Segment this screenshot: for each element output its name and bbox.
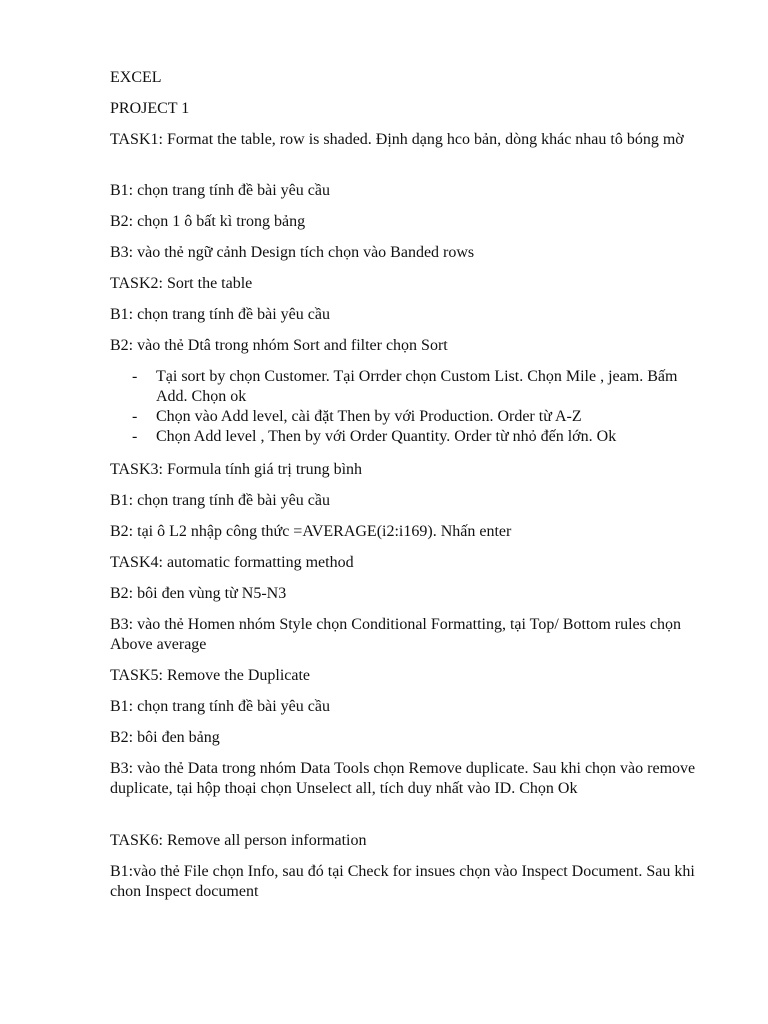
doc-title-excel: EXCEL	[110, 69, 162, 86]
bullet-text: Tại sort by chọn Customer. Tại Orrder chọn Custom List. Chọn Mile , jeam. Bấm Add. Chọn ok	[156, 368, 678, 405]
bullet-dash: -	[132, 428, 138, 445]
task6-step1: B1:vào thẻ File chọn Info, sau đó tại Check for insues chọn vào Inspect Document. Sau khi chon Inspect document	[110, 863, 695, 900]
task2-step2: B2: vào thẻ Dtâ trong nhóm Sort and filter chọn Sort	[110, 337, 448, 354]
task5-heading: TASK5: Remove the Duplicate	[110, 667, 311, 684]
task4-step3: B3: vào thẻ Homen nhóm Style chọn Conditional Formatting, tại Top/ Bottom rules chọn Above average	[110, 616, 681, 653]
task4-step2: B2: bôi đen vùng từ N5-N3	[110, 585, 287, 602]
task2-bullet-list	[110, 367, 710, 447]
bullet-dash: -	[132, 408, 138, 425]
task2-heading: TASK2: Sort the table	[110, 275, 253, 292]
list-item	[110, 407, 710, 427]
task5-step1: B1: chọn trang tính đề bài yêu cầu	[110, 698, 330, 715]
bullet-text: Chọn Add level , Then by với Order Quantity. Order từ nhỏ đến lớn. Ok	[156, 428, 617, 445]
list-item	[110, 427, 710, 447]
task6-heading: TASK6: Remove all person information	[110, 832, 367, 849]
task4-heading: TASK4: automatic formatting method	[110, 554, 354, 571]
bullet-dash: -	[132, 368, 138, 385]
task1-step2: B2: chọn 1 ô bất kì trong bảng	[110, 213, 306, 230]
list-item	[110, 367, 710, 407]
task5-step2: B2: bôi đen bảng	[110, 729, 220, 746]
doc-subtitle-project: PROJECT 1	[110, 100, 190, 117]
task1-step3: B3: vào thẻ ngữ cảnh Design tích chọn vào Banded rows	[110, 244, 475, 261]
task3-heading: TASK3: Formula tính giá trị trung bình	[110, 461, 363, 478]
task1-step1: B1: chọn trang tính đề bài yêu cầu	[110, 182, 330, 199]
task3-step1: B1: chọn trang tính đề bài yêu cầu	[110, 492, 330, 509]
bullet-text: Chọn vào Add level, cài đặt Then by với Production. Order từ A-Z	[156, 408, 582, 425]
task1-heading: TASK1: Format the table, row is shaded. Định dạng hco bản, dòng khác nhau tô bóng mờ	[110, 131, 684, 148]
task3-step2: B2: tại ô L2 nhập công thức =AVERAGE(i2:i169). Nhấn enter	[110, 523, 512, 540]
task5-step3: B3: vào thẻ Data trong nhóm Data Tools chọn Remove duplicate. Sau khi chọn vào remove duplicate, tại hộp thoại chọn Unselect all, tích duy nhất vào ID. Chọn Ok	[110, 760, 696, 797]
task2-step1: B1: chọn trang tính đề bài yêu cầu	[110, 306, 330, 323]
